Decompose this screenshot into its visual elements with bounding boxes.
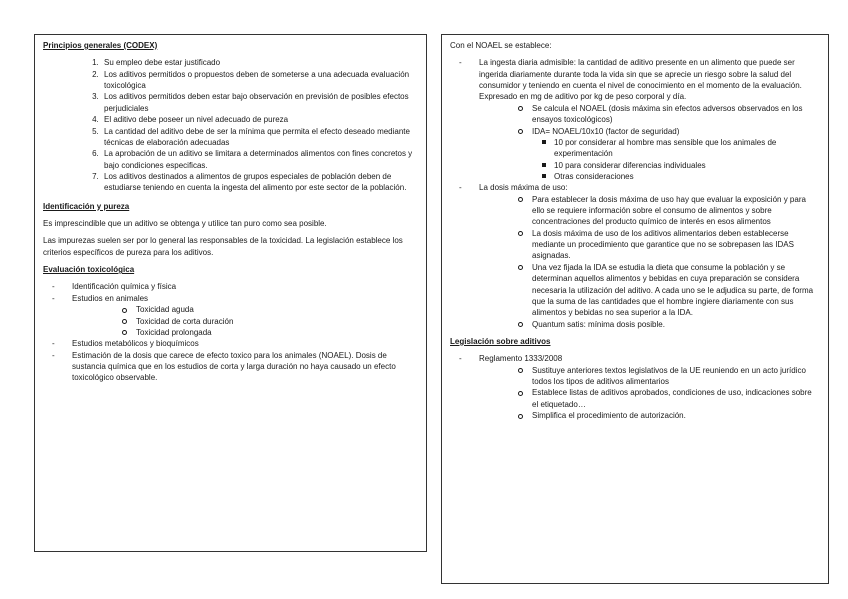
list-item: 2. Los aditivos permitidos o propuestos deben de someterse a una adecuada evaluación toxicológica [101, 69, 418, 92]
list-item: Para establecer la dosis máxima de uso hay que evaluar la exposición y para ello se requiere información sobre el consumo de alimentos y sobre concentraciones del producto químico de interés en esos alimentos [512, 194, 820, 228]
reglamento-sublist [512, 365, 820, 422]
list-item: Se calcula el NOAEL (dosis máxima sin efectos adversos observados en los ensayos toxicológicos) [512, 103, 820, 126]
list-item: - La dosis máxima de uso: Para establecer la dosis máxima de uso hay que evaluar la exposición y para ello se requiere información sobre el consumo de alimentos y sobre concentraciones del producto químico de interés en esos alimentos La dosis máxima de uso de los aditivos alimentarios deben establecerse mediante un procedimiento que garantice que no se sobrepasen las IDAS asignadas. Una vez fijada la IDA se estudia la dieta que consume la población y se determinan aquellos alimentos y bebidas en cuya preparación se considera necesaria la utilización del aditivo. A cada uno se le adjudica su parte, de forma que la suma de las cantidades que el hombre ingiere diariamente con sus alimentos y bebidas no sea superior a la IDA. Quantum satis: mínima dosis posible. [450, 182, 820, 330]
list-item: - Estudios metabólicos y bioquímicos [43, 338, 418, 349]
list-item: - La ingesta diaria admisible: la cantidad de aditivo presente en un alimento que puede ser ingerida diariamente durante toda la vida sin que se aprecie un riesgo sobre la salud del consumidor y teniendo en cuenta el nivel de conocimiento en el momento de la evaluación. Expresado en mg de aditivo por kg de peso corporal y día. Se calcula el NOAEL (dosis máxima sin efectos adversos observados en los ensayos toxicológicos) IDA= NOAEL/10x10 (factor de seguridad) 10 por considerar al hombre mas sensible que los animales de experimentación 10 para considerar diferencias individuales Otras consideraciones [450, 57, 820, 182]
list-item: Quantum satis: mínima dosis posible. [512, 319, 820, 330]
list-item: - Reglamento 1333/2008 Sustituye anteriores textos legislativos de la UE reuniendo en un acto jurídico todos los tipos de aditivos alimentarios Establece listas de aditivos aprobados, condiciones de uso, indicaciones sobre el etiquetado… Simplifica el procedimiento de autorización. [450, 353, 820, 421]
principios-heading: Principios generales (CODEX) [43, 41, 158, 50]
identificacion-paragraph-2: Las impurezas suelen ser por lo general las responsables de la toxicidad. La legislación establece los criterios específicos de pureza para los aditivos. [43, 236, 403, 257]
list-item: 1. Su empleo debe estar justificado [101, 57, 418, 68]
list-item: 5. La cantidad del aditivo debe de ser la mínima que permita el efecto deseado mediante técnicas de elaboración adecuadas [101, 126, 418, 149]
list-item: 3. Los aditivos permitidos deben estar bajo observación en previsión de posibles efectos perjudiciales [101, 91, 418, 114]
noael-intro: Con el NOAEL se establece: [450, 41, 552, 50]
list-item: - Estudios en animales Toxicidad aguda Toxicidad de corta duración Toxicidad prolongada [43, 293, 418, 338]
legislacion-list [450, 353, 820, 421]
identificacion-heading: Identificación y pureza [43, 201, 130, 211]
list-item: Sustituye anteriores textos legislativos de la UE reuniendo en un acto jurídico todos los tipos de aditivos alimentarios [512, 365, 820, 388]
evaluacion-heading: Evaluación toxicológica [43, 265, 135, 275]
list-item: IDA= NOAEL/10x10 (factor de seguridad) 10 por considerar al hombre mas sensible que los animales de experimentación 10 para considerar diferencias individuales Otras consideraciones [512, 126, 820, 183]
toxicidad-sublist [116, 304, 418, 338]
list-item: Otras consideraciones [532, 171, 820, 182]
factor-sublist [532, 137, 820, 182]
legislacion-heading: Legislación sobre aditivos [450, 336, 551, 346]
list-item: Toxicidad prolongada [116, 327, 418, 338]
dosis-sublist [512, 194, 820, 330]
left-panel [34, 34, 427, 552]
ida-sublist [512, 103, 820, 183]
list-item: 7. Los aditivos destinados a alimentos de grupos especiales de población deben de estudiarse teniendo en cuenta la ingesta del alimento por este sector de la población. [101, 171, 418, 194]
noael-list [450, 57, 820, 330]
list-item: 4. El aditivo debe poseer un nivel adecuado de pureza [101, 114, 418, 125]
list-item: Toxicidad de corta duración [116, 316, 418, 327]
list-item: Toxicidad aguda [116, 304, 418, 315]
list-item: Simplifica el procedimiento de autorización. [512, 410, 820, 421]
list-item: - Identificación química y física [43, 281, 418, 292]
list-item: 10 por considerar al hombre mas sensible que los animales de experimentación [532, 137, 820, 160]
identificacion-paragraph-1: Es imprescindible que un aditivo se obtenga y utilice tan puro como sea posible. [43, 219, 327, 229]
list-item: Establece listas de aditivos aprobados, condiciones de uso, indicaciones sobre el etiquetado… [512, 387, 820, 410]
evaluacion-list [43, 281, 418, 383]
list-item: 6. La aprobación de un aditivo se limitara a determinados alimentos con fines concretos y bajo condiciones especificas. [101, 148, 418, 171]
list-item: - Estimación de la dosis que carece de efecto toxico para los animales (NOAEL). Dosis de sustancia química que en los estudios de corta y larga duración no haya causado un efecto toxicológico observable. [43, 350, 418, 384]
right-panel [441, 34, 829, 584]
list-item: Una vez fijada la IDA se estudia la dieta que consume la población y se determinan aquellos alimentos y bebidas en cuya preparación se considera necesaria la utilización del aditivo. A cada uno se le adjudica su parte, de forma que la suma de las cantidades que el hombre ingiere diariamente con sus alimentos y bebidas no sea superior a la IDA. [512, 262, 820, 319]
list-item: 10 para considerar diferencias individuales [532, 160, 820, 171]
list-item: La dosis máxima de uso de los aditivos alimentarios deben establecerse mediante un procedimiento que garantice que no se sobrepasen las IDAS asignadas. [512, 228, 820, 262]
principios-list [43, 57, 418, 193]
